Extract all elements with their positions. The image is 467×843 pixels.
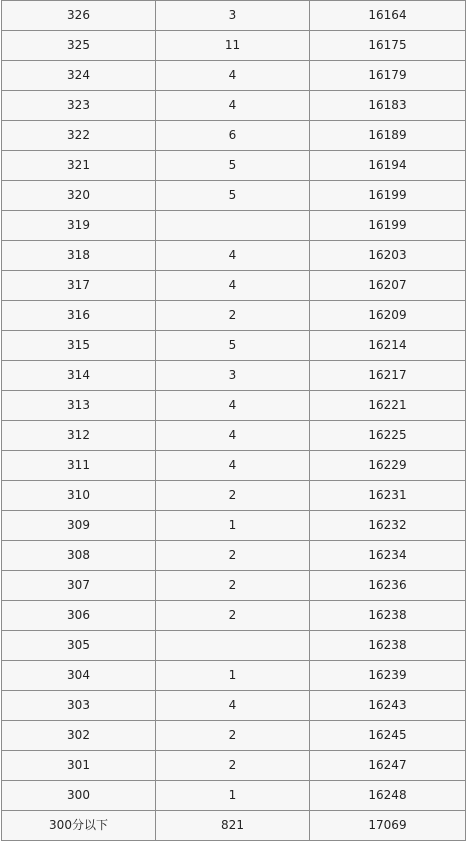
cumulative-cell: 16189 [310,121,466,151]
score-cell: 301 [2,751,156,781]
cumulative-cell: 16229 [310,451,466,481]
table-row [2,451,466,481]
score-cell: 308 [2,541,156,571]
cumulative-cell: 16214 [310,331,466,361]
cumulative-cell: 16221 [310,391,466,421]
score-cell: 307 [2,571,156,601]
table-row [2,691,466,721]
table-row [2,91,466,121]
table-body [2,1,466,841]
cumulative-cell: 16164 [310,1,466,31]
score-cell: 321 [2,151,156,181]
count-cell: 2 [156,571,310,601]
score-cell: 306 [2,601,156,631]
table-row [2,241,466,271]
score-cell: 326 [2,1,156,31]
cumulative-cell: 16175 [310,31,466,61]
score-cell: 317 [2,271,156,301]
score-cell: 303 [2,691,156,721]
count-cell: 1 [156,661,310,691]
count-cell: 4 [156,391,310,421]
table-row [2,421,466,451]
score-cell: 309 [2,511,156,541]
cumulative-cell: 16225 [310,421,466,451]
score-cell: 313 [2,391,156,421]
count-cell: 2 [156,721,310,751]
table-row [2,571,466,601]
table-row [2,61,466,91]
count-cell [156,631,310,661]
score-cell: 320 [2,181,156,211]
cumulative-cell: 16179 [310,61,466,91]
cumulative-cell: 16234 [310,541,466,571]
score-cell: 325 [2,31,156,61]
cumulative-cell: 16199 [310,181,466,211]
table-row [2,511,466,541]
count-cell: 4 [156,691,310,721]
table-row [2,751,466,781]
table-row [2,781,466,811]
cumulative-cell: 16232 [310,511,466,541]
count-cell: 5 [156,151,310,181]
count-cell: 2 [156,481,310,511]
score-cell: 319 [2,211,156,241]
score-cell: 302 [2,721,156,751]
table-row [2,481,466,511]
table-row [2,541,466,571]
count-cell: 1 [156,781,310,811]
score-cell: 314 [2,361,156,391]
score-cell: 304 [2,661,156,691]
table-row [2,601,466,631]
count-cell: 2 [156,751,310,781]
score-cell: 300 [2,781,156,811]
score-cell: 324 [2,61,156,91]
cumulative-cell: 16245 [310,721,466,751]
count-cell: 4 [156,451,310,481]
table-row [2,181,466,211]
count-cell: 2 [156,601,310,631]
cumulative-cell: 16238 [310,601,466,631]
cumulative-cell: 16247 [310,751,466,781]
table-row [2,31,466,61]
score-cell: 316 [2,301,156,331]
count-cell: 5 [156,331,310,361]
score-cell: 305 [2,631,156,661]
score-cell: 300分以下 [2,811,156,841]
cumulative-cell: 16183 [310,91,466,121]
table-row [2,331,466,361]
cumulative-cell: 16236 [310,571,466,601]
score-cell: 322 [2,121,156,151]
table-row [2,721,466,751]
cumulative-cell: 16194 [310,151,466,181]
cumulative-cell: 16217 [310,361,466,391]
cumulative-cell: 16239 [310,661,466,691]
count-cell [156,211,310,241]
count-cell: 3 [156,361,310,391]
table-row [2,811,466,841]
cumulative-cell: 16199 [310,211,466,241]
table-row [2,361,466,391]
cumulative-cell: 16231 [310,481,466,511]
count-cell: 4 [156,271,310,301]
cumulative-cell: 16209 [310,301,466,331]
cumulative-cell: 16243 [310,691,466,721]
table-row [2,271,466,301]
score-cell: 318 [2,241,156,271]
count-cell: 4 [156,421,310,451]
score-cell: 323 [2,91,156,121]
table-row [2,121,466,151]
table-row [2,151,466,181]
count-cell: 11 [156,31,310,61]
count-cell: 4 [156,91,310,121]
cumulative-cell: 17069 [310,811,466,841]
score-cell: 310 [2,481,156,511]
table-row [2,391,466,421]
score-cell: 311 [2,451,156,481]
table-row [2,211,466,241]
table-row [2,1,466,31]
cumulative-cell: 16238 [310,631,466,661]
cumulative-cell: 16207 [310,271,466,301]
score-cell: 312 [2,421,156,451]
score-distribution-table [1,0,466,841]
count-cell: 2 [156,301,310,331]
score-cell: 315 [2,331,156,361]
count-cell: 1 [156,511,310,541]
table-row [2,631,466,661]
count-cell: 5 [156,181,310,211]
count-cell: 6 [156,121,310,151]
table-row [2,661,466,691]
count-cell: 4 [156,241,310,271]
cumulative-cell: 16248 [310,781,466,811]
count-cell: 4 [156,61,310,91]
cumulative-cell: 16203 [310,241,466,271]
count-cell: 2 [156,541,310,571]
count-cell: 3 [156,1,310,31]
table-row [2,301,466,331]
count-cell: 821 [156,811,310,841]
